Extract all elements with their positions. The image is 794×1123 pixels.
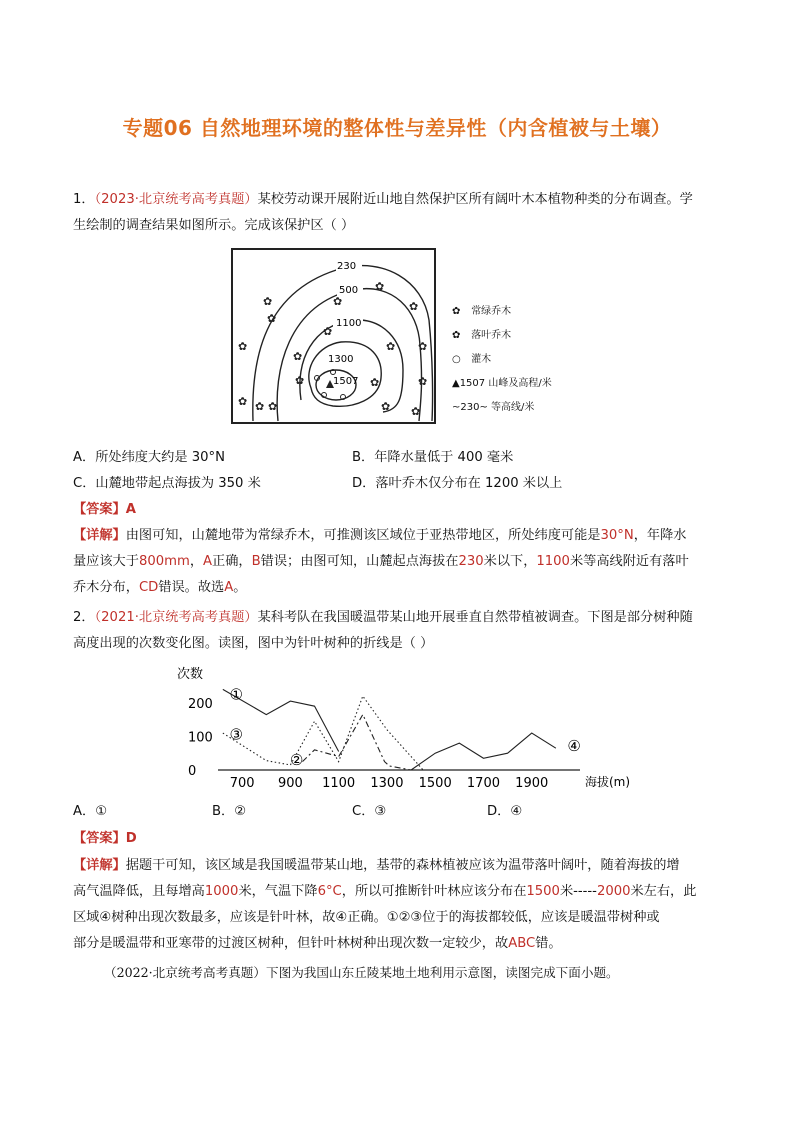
svg-text:✿: ✿ xyxy=(386,340,396,353)
svg-text:✿: ✿ xyxy=(323,325,333,338)
x-axis-label: 海拔(m) xyxy=(585,775,631,789)
q2-number: 2． xyxy=(73,610,95,625)
q1-text-line2: 生绘制的调查结果如图所示。完成该保护区（ ） xyxy=(73,218,355,233)
svg-text:✿: ✿ xyxy=(255,400,265,413)
contour-label-230: 230 xyxy=(337,261,357,272)
q2-option-a[interactable]: A．① xyxy=(73,804,108,819)
legend-item-peak: ▲1507 山峰及高程/米 xyxy=(452,378,552,389)
y-tick-label: 0 xyxy=(188,764,197,779)
svg-text:✿: ✿ xyxy=(409,300,419,313)
svg-text:✿: ✿ xyxy=(375,280,385,293)
peak-label-1507: 1507 xyxy=(333,376,359,387)
q2-detail: 【详解】据题干可知，该区域是我国暖温带某山地，基带的森林植被应该为温带落叶阔叶，随着海拔的增 高气温降低，且每增高1000米，气温下降6°C，所以可推断针叶林应该分布在1500米-----2000米左右，此 区域④树种出现次数最多，应该是针叶林，故④正确。①②③位于的海拔都较低，应该是暖温带树种或 部分是暖温带和亚寒带的过渡区树种，但针叶林树种出现次数一定较少，故ABC错。 xyxy=(73,858,697,951)
series-line-4 xyxy=(411,733,556,770)
series-label-1: ① xyxy=(229,685,243,704)
svg-text:✿: ✿ xyxy=(295,374,305,387)
q1-stem xyxy=(73,187,728,239)
legend-item-contour: ~230~ 等高线/米 xyxy=(452,402,535,413)
q1-option-d[interactable]: D．落叶乔木仅分布在 1200 米以上 xyxy=(352,476,563,491)
q1-legend xyxy=(452,300,552,420)
x-tick-label: 1900 xyxy=(515,776,549,791)
svg-text:✿: ✿ xyxy=(370,376,380,389)
q3-intro xyxy=(104,962,619,981)
svg-text:✿: ✿ xyxy=(268,400,278,413)
svg-text:✿: ✿ xyxy=(411,405,421,418)
q1-source: （2023·北京统考高考真题） xyxy=(94,192,258,207)
svg-text:✿: ✿ xyxy=(333,295,343,308)
q2-text-line1: 某科考队在我国暖温带某山地开展垂直自然带植被调查。下图是部分树种随 xyxy=(257,610,693,625)
x-tick-label: 700 xyxy=(229,776,255,791)
q3-text: 下图为我国山东丘陵某地土地利用示意图，读图完成下面小题。 xyxy=(266,965,619,980)
svg-text:✿: ✿ xyxy=(293,350,303,363)
svg-text:✿: ✿ xyxy=(267,312,277,325)
contour-label-1300: 1300 xyxy=(328,354,354,365)
q3-source: （2022·北京统考高考真题） xyxy=(104,965,266,980)
series-line-2 xyxy=(302,715,411,770)
series-label-3: ③ xyxy=(229,725,243,744)
q2-stem xyxy=(73,605,728,657)
q1-detail: 【详解】由图可知，山麓地带为常绿乔木，可推测该区域位于亚热带地区，所处纬度可能是30°N，年降水 量应该大于800mm，A正确，B错误；由图可知，山麓起点海拔在230米以下，1100米等高线附近有落叶 乔木分布，CD错误。故选A。 xyxy=(73,528,689,595)
contour-label-1100: 1100 xyxy=(336,318,362,329)
y-axis-label: 次数 xyxy=(177,667,204,682)
q2-option-c[interactable]: C．③ xyxy=(352,804,387,819)
svg-text:✿: ✿ xyxy=(238,395,248,408)
legend-item-deciduous: ✿ 落叶乔木 xyxy=(452,330,512,341)
q2-option-d[interactable]: D．④ xyxy=(487,804,523,819)
x-tick-label: 1500 xyxy=(418,776,452,791)
svg-text:✿: ✿ xyxy=(263,295,273,308)
legend-item-shrub: ○ 灌木 xyxy=(452,354,492,365)
svg-text:✿: ✿ xyxy=(238,340,248,353)
svg-text:✿: ✿ xyxy=(381,400,391,413)
q1-option-a[interactable]: A．所处纬度大约是 30°N xyxy=(73,450,225,465)
x-tick-label: 1300 xyxy=(370,776,404,791)
q2-option-b[interactable]: B．② xyxy=(212,804,247,819)
q1-contour-map xyxy=(231,248,436,424)
svg-text:✿: ✿ xyxy=(418,340,428,353)
q2-answer: 【答案】D xyxy=(73,831,137,846)
svg-text:✿: ✿ xyxy=(418,375,428,388)
q1-answer: 【答案】A xyxy=(73,502,136,517)
page-title: 专题06 自然地理环境的整体性与差异性（内含植被与土壤） xyxy=(122,116,672,140)
q2-line-chart xyxy=(160,664,640,794)
q1-number: 1． xyxy=(73,192,95,207)
q2-text-line2: 高度出现的次数变化图。读图，图中为针叶树种的折线是（ ） xyxy=(73,636,434,651)
x-tick-label: 900 xyxy=(277,776,303,791)
series-label-4: ④ xyxy=(567,736,581,755)
series-label-2: ② xyxy=(289,750,304,769)
q1-option-c[interactable]: C．山麓地带起点海拔为 350 米 xyxy=(73,476,261,491)
q1-option-b[interactable]: B．年降水量低于 400 毫米 xyxy=(352,450,514,465)
contour-label-500: 500 xyxy=(339,285,359,296)
y-tick-label: 100 xyxy=(188,730,213,746)
x-tick-label: 1700 xyxy=(466,776,501,791)
legend-item-evergreen: ✿ 常绿乔木 xyxy=(452,306,512,317)
q2-source: （2021·北京统考高考真题） xyxy=(94,610,258,625)
y-tick-label: 200 xyxy=(188,696,213,712)
x-tick-label: 1100 xyxy=(322,776,356,791)
q1-text-line1: 某校劳动课开展附近山地自然保护区所有阔叶木本植物种类的分布调查。学 xyxy=(257,192,693,207)
contour-map-svg xyxy=(233,250,434,422)
